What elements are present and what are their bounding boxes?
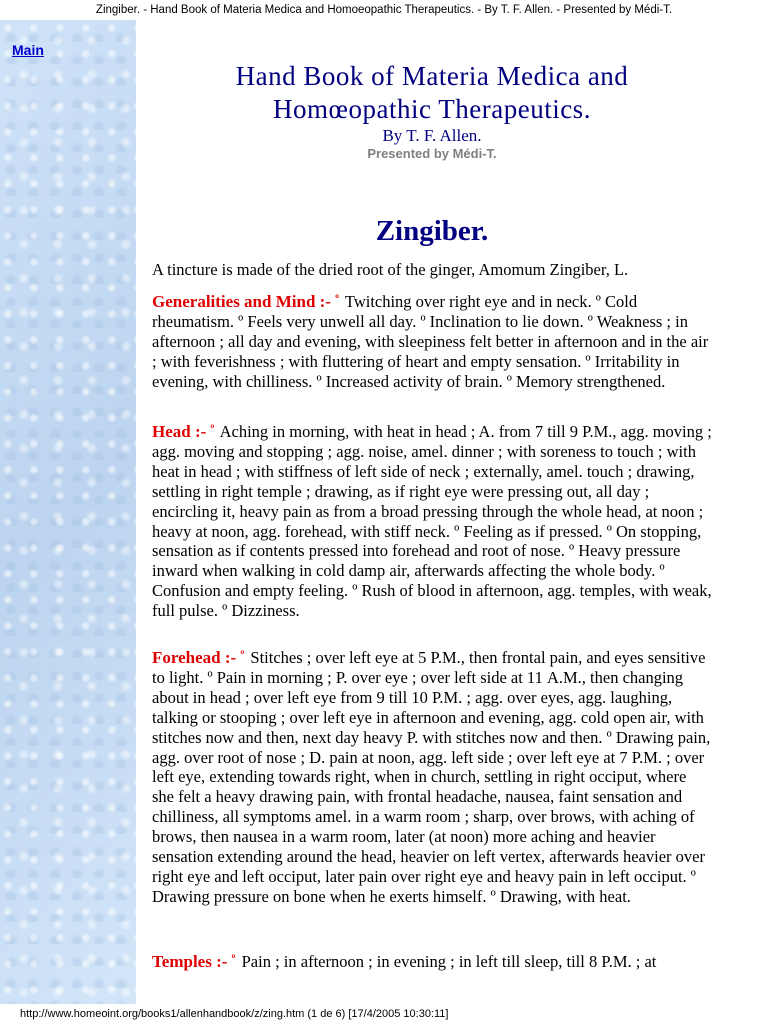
book-title-line-2: Homœopathic Therapeutics. [273,94,591,124]
section-label: Head :- [152,422,207,441]
book-title [152,60,712,126]
section-text: ; at [635,952,657,971]
section-text: Twitching over right eye and in neck. º Cold rheumatism. º Feels very unwell all day. º Inclination to lie down. º Weakness ; in afternoon ; all day and evening, with sleepiness felt better in afternoon and in the air ; with feverishness ; with fluttering of heart and empty sensation. º Irritability in evening, with chilliness. º Increased activity of brain. º Memory strengthened. [152,292,709,391]
degree-marker: º [240,648,245,662]
time-pm: P.M. [430,648,461,667]
section-text: ; over left eye, extending towards right, when in church, settling in right occiput, where she felt a heavy drawing pain, with frontal headache, nausea, faint sensation and chilliness, all symptoms amel. in a warm room ; sharp, over brows, with aching of brows, then nausea in a warm room, later (at noon) more aching and heavier sensation extending around the head, heavier on left vertex, afterwards heavier over right eye and left occiput, later pain over right eye and heavy pain in left occiput. º Drawing pressure on bone when he exerts himself. º Drawing, with heat. [152,747,705,906]
time-pm: P.M. [431,687,463,707]
degree-marker: º [231,952,236,966]
section-text: , agg. moving ; agg. moving and stopping ; agg. noise, amel. dinner ; with soreness to touch ; with heat in head ; with stiffness of left side of neck ; externally, amel. touch ; drawing, settling in right temple ; drawing, as if right eye were pressing out, all day ; encircling it, heavy pain as from a broad pressing through the whole head, at noon ; heavy at noon, agg. forehead, with stiff neck. º Feeling as if pressed. º On stopping, sensation as if contents pressed into forehead and root of nose. º Heavy pressure inward when walking in cold damp air, afterwards affecting the whole body. º Confusion and empty feeling. º Rush of blood in afternoon, agg. temples, with weak, full pulse. º Dizziness. [152,422,712,621]
section-label: Temples :- [152,952,228,971]
time-pm: P.M. [601,952,632,971]
section-text: Pain ; in afternoon ; in evening ; in left till sleep, till 8 [241,952,598,971]
section-text: Aching in morning, with heat in head ; A. from 7 till 9 [219,422,578,441]
book-title-line-1: Hand Book of Materia Medica and [235,61,629,91]
sidebar [0,20,136,1004]
time-am: A.M. [546,667,582,687]
degree-marker: º [210,422,215,436]
presenter: Presented by Médi-T. [367,146,497,161]
print-header: Zingiber. - Hand Book of Materia Medica and Homoeopathic Therapeutics. - By T. F. Allen. - Presented by Médi-T. [95,4,673,16]
section-text: Stitches ; over left eye at 5 [250,648,427,667]
section-label: Generalities and Mind :- [152,292,331,311]
time-pm: P.M. [582,422,613,441]
section-label: Forehead :- [152,648,237,667]
section-temples [152,950,712,972]
section-text: ; agg. over eyes, agg. laughing, talking or stooping ; over left eye in afternoon and evening, agg. cold open air, with stitches now and then, next day heavy P. with stitches now and then. º Drawing pain, agg. over root of nose ; D. pain at noon, agg. left side ; over left eye at 7 [152,687,711,767]
print-footer: http://www.homeoint.org/books1/allenhandbook/z/zing.htm (1 de 6) [17/4/2005 10:30:11] [20,1008,449,1020]
author: By T. F. Allen. [382,126,482,145]
time-pm: P.M. [631,747,663,767]
section-head [152,420,712,621]
section-text: , then changing about in head ; over left eye from 9 till 10 [152,667,684,707]
remedy-intro: A tincture is made of the dried root of the ginger, Amomum Zingiber, L. [152,260,629,279]
section-forehead [152,646,712,907]
section-text: , then frontal pain, and eyes sensitive to light. º Pain in morning ; P. over eye ; over left side at 11 [152,648,706,687]
main-link[interactable]: Main [12,42,44,58]
degree-marker: º [335,292,340,306]
remedy-title: Zingiber. [375,215,489,247]
section-generalities [152,290,712,392]
